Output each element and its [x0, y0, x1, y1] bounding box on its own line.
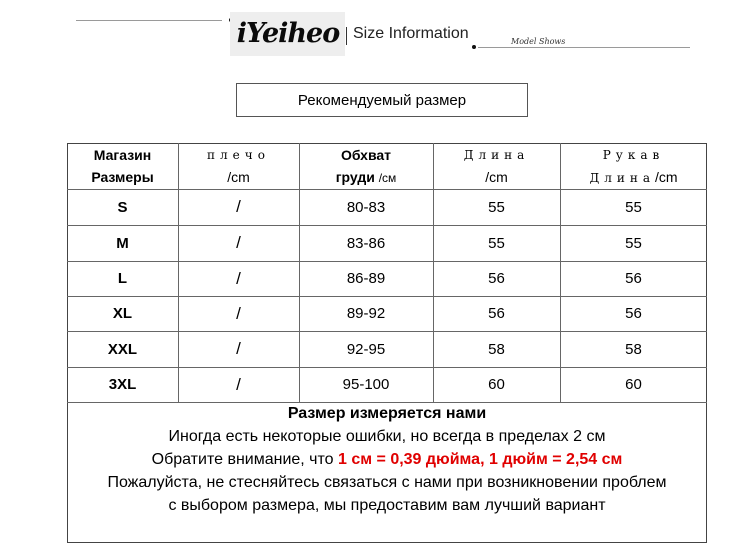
table-cell-length: 55 — [488, 198, 505, 216]
note-conversion-highlight: 1 см = 0,39 дюйма, 1 дюйм = 2,54 см — [338, 451, 623, 468]
header-store-line2: Размеры — [91, 169, 154, 185]
header-store-line1: Магазин — [93, 147, 152, 163]
table-cell-length: 58 — [488, 340, 505, 358]
header-length-line1: Длина — [463, 148, 530, 162]
table-cell-length: 56 — [488, 270, 505, 287]
table-cell-chest: 92-95 — [346, 340, 386, 358]
table-cell-size: XXL — [107, 340, 138, 358]
brand-logo: iYeiheo — [236, 18, 340, 49]
note-best-option: с выбором размера, мы предоставим вам лучший вариант — [168, 497, 606, 514]
table-cell-size: 3XL — [108, 376, 137, 393]
header-chest — [299, 143, 433, 189]
table-cell-length: 55 — [488, 234, 505, 252]
header-chest-line1: Обхват — [340, 146, 392, 163]
header-sleeve-line1: Рукав — [602, 147, 665, 162]
table-cell-sleeve: 55 — [625, 234, 642, 252]
notes-block — [67, 402, 707, 517]
header-length — [433, 143, 560, 189]
table-cell-chest: 83-86 — [346, 234, 386, 252]
table-cell-shoulder: / — [236, 268, 241, 288]
recommended-size-title: Рекомендуемый размер — [236, 83, 528, 117]
table-cell-shoulder: / — [236, 303, 241, 323]
table-cell-shoulder: / — [236, 197, 241, 216]
table-cell-sleeve: 58 — [625, 340, 642, 358]
note-conversion — [67, 448, 707, 471]
header-rule-right — [478, 47, 690, 48]
table-cell-sleeve: 55 — [625, 198, 642, 216]
table-cell-chest: 80-83 — [346, 198, 386, 216]
header-chest-unit: /см — [378, 170, 397, 185]
note-measured-by-us: Размер измеряется нами — [287, 405, 487, 422]
table-cell-chest: 86-89 — [346, 270, 386, 287]
header-shoulder-unit: /cm — [227, 169, 250, 185]
header-shoulder — [178, 143, 299, 189]
note-errors: Иногда есть некоторые ошибки, но всегда в пределах 2 см — [168, 428, 606, 445]
header-rule-left — [76, 20, 222, 21]
note-conversion-prefix: Обратите внимание, что — [151, 451, 338, 468]
header-separator — [346, 27, 347, 45]
table-cell-length: 56 — [488, 305, 505, 322]
table-cell-sleeve: 56 — [625, 270, 642, 287]
header-sleeve — [560, 143, 707, 189]
header-shoulder-line1: плечо — [207, 148, 270, 162]
section-label: Size Information — [353, 25, 469, 42]
header-sleeve-unit: /cm — [654, 168, 678, 185]
header-length-unit: /cm — [485, 169, 508, 185]
table-cell-chest: 89-92 — [346, 305, 386, 322]
table-cell-sleeve: 56 — [625, 305, 642, 322]
table-cell-chest: 95-100 — [342, 376, 390, 393]
table-cell-shoulder: / — [236, 339, 241, 358]
table-cell-size: XL — [112, 305, 133, 322]
model-shows-tagline: Model Shows — [511, 37, 566, 46]
header-sleeve-line2: Длина — [589, 170, 655, 185]
table-cell-sleeve: 60 — [625, 376, 642, 393]
table-cell-shoulder: / — [236, 233, 241, 252]
table-cell-size: S — [117, 198, 128, 216]
table-cell-shoulder: / — [236, 374, 241, 394]
note-contact: Пожалуйста, не стесняйтесь связаться с нами при возникновении проблем — [107, 474, 667, 491]
table-cell-size: M — [116, 234, 129, 252]
table-cell-size: L — [117, 270, 128, 287]
table-cell-length: 60 — [488, 376, 505, 393]
header-dot-right — [472, 45, 476, 49]
header-store-sizes — [67, 143, 178, 189]
header-chest-line2: груди — [335, 168, 375, 185]
